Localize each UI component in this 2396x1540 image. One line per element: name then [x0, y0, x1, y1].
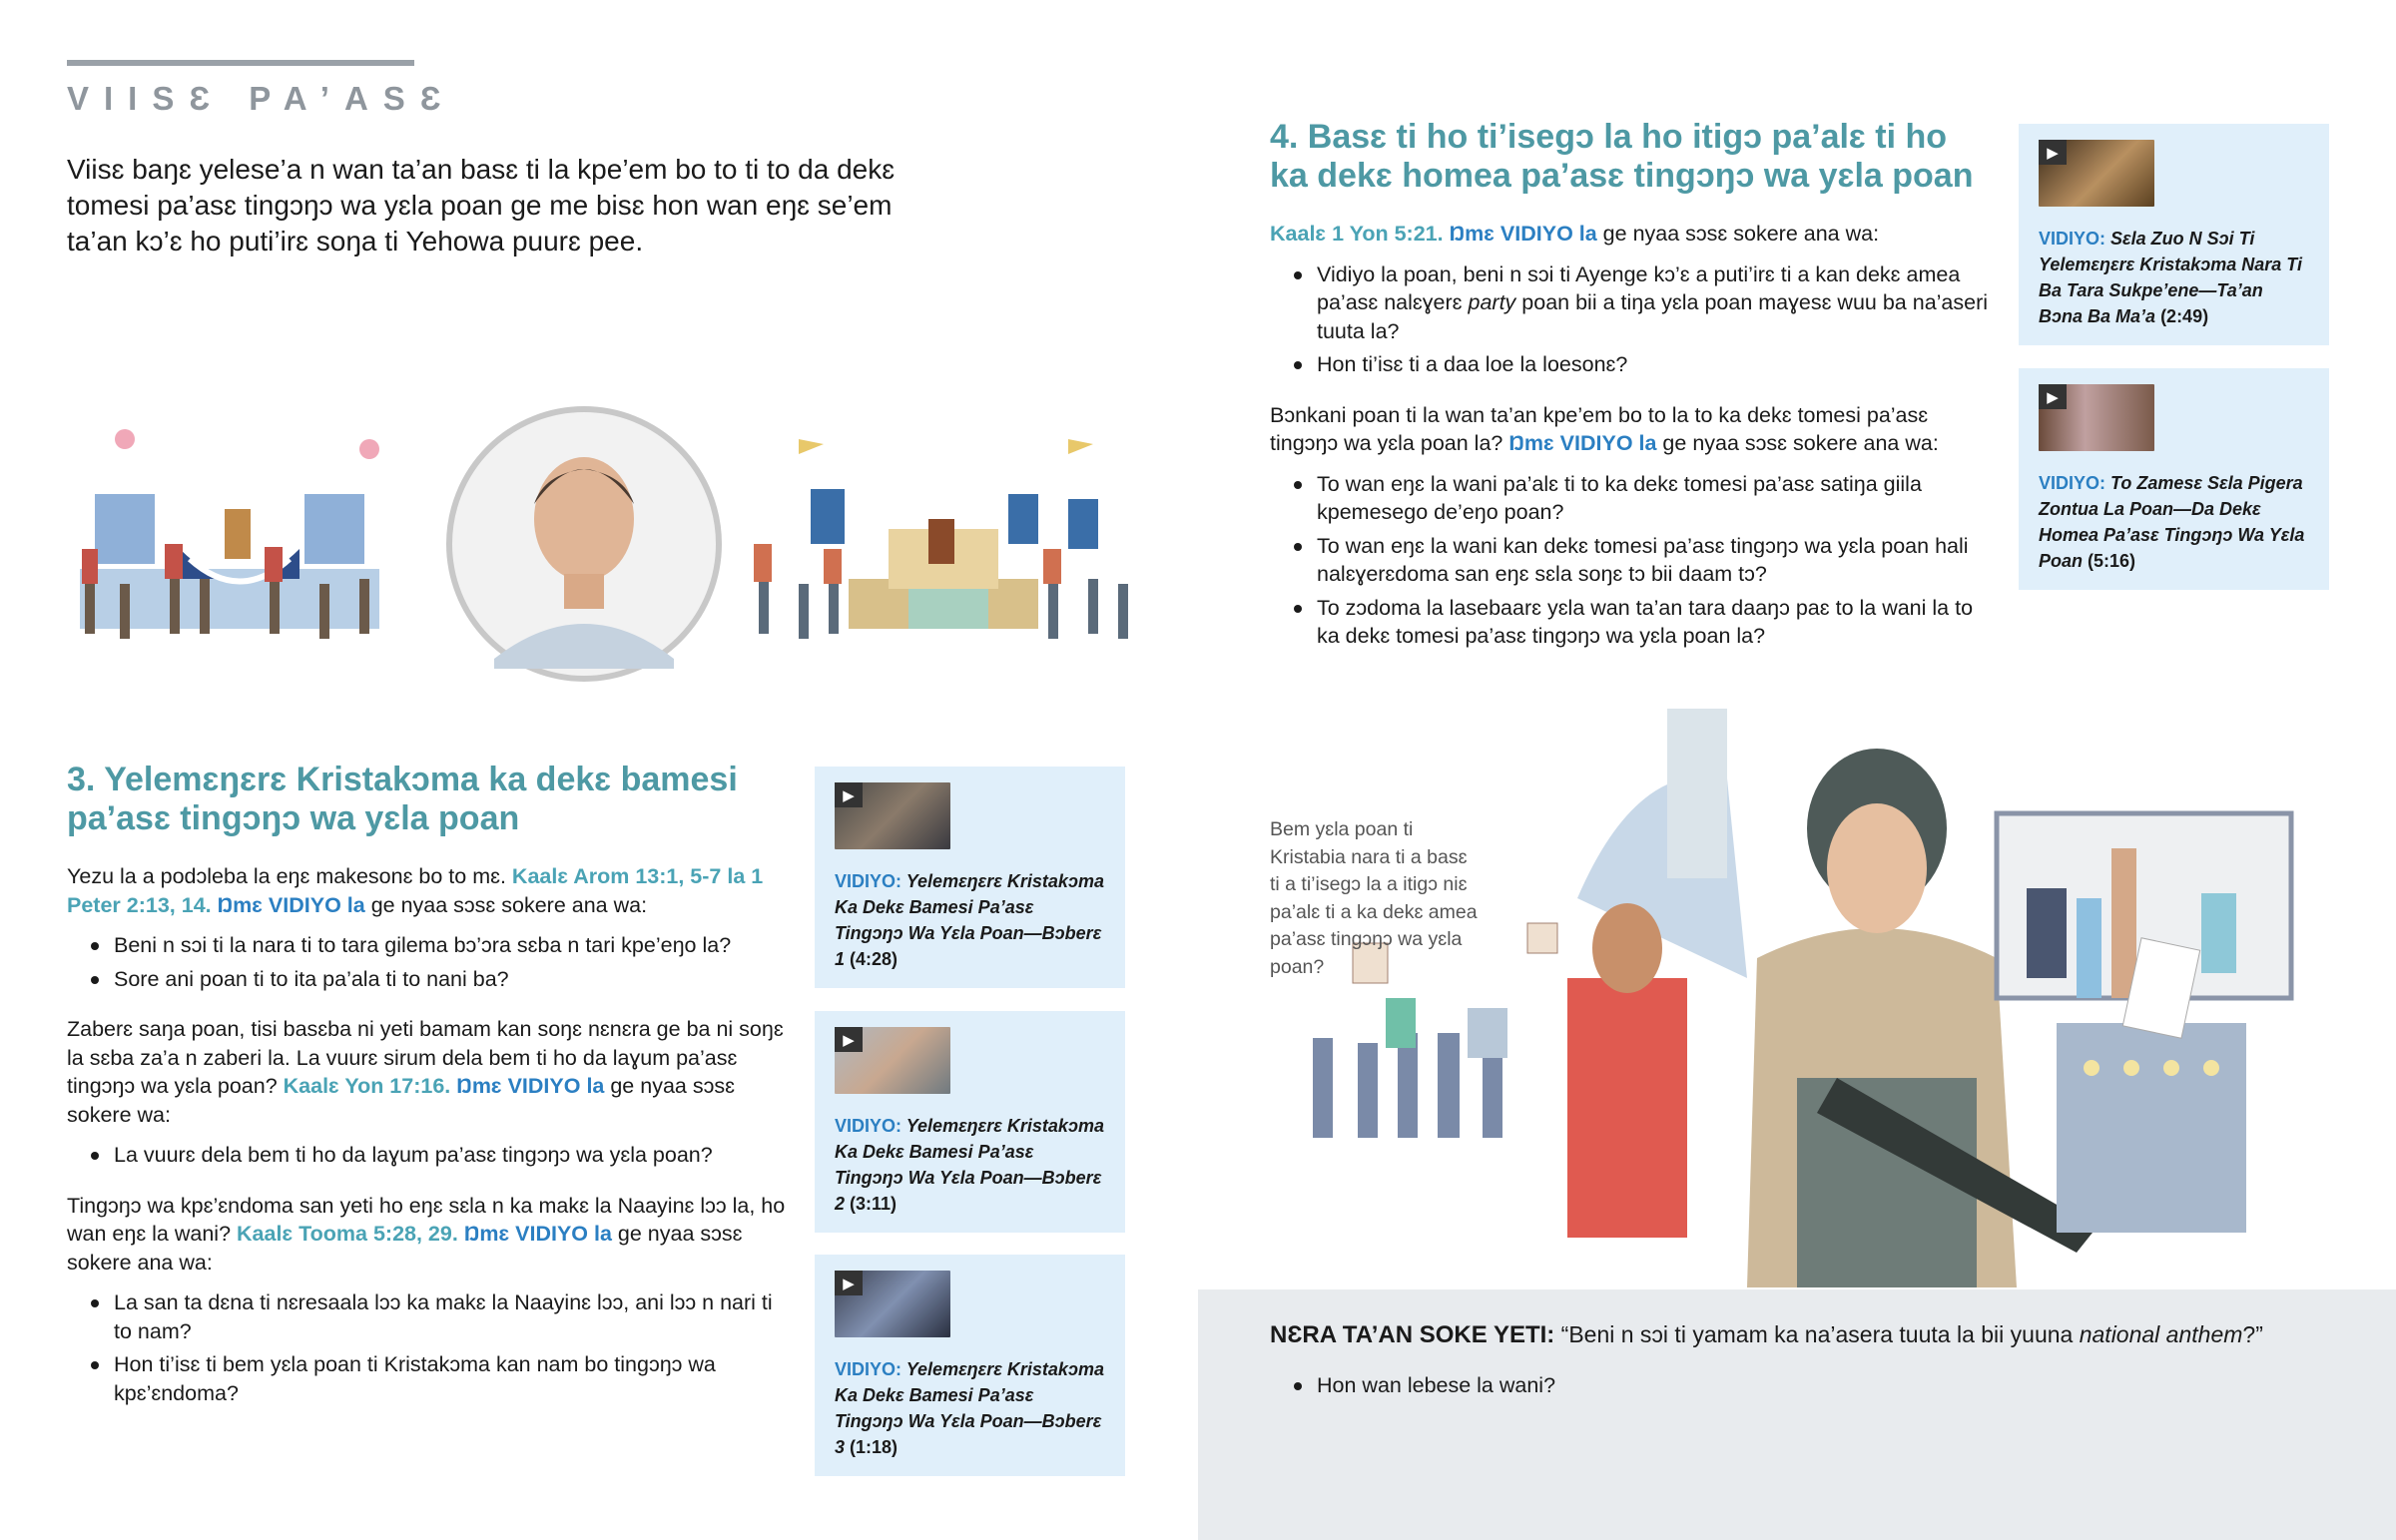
- paragraph: Kaalɛ 1 Yon 5:21. Ŋmɛ VIDIYO la ge nyaa sɔsɛ sokere ana wa:: [1270, 222, 1880, 246]
- neutrality-illustration: [1198, 699, 2396, 1289]
- paragraph: Zaberɛ saŋa poan, tisi basɛba ni yeti bamam kan soŋɛ nɛnɛra ge ba ni soŋɛ la sɛba za’a n zaberi la. La vuurɛ sirum dela bem ti ho da laɣum pa’asɛ tingɔŋɔ wa yɛla poan? Kaalɛ Yon 17:16. Ŋmɛ VIDIYO la ge nyaa sɔsɛ sokere wa:: [67, 1017, 784, 1127]
- video-link[interactable]: Ŋmɛ VIDIYO la: [217, 892, 365, 917]
- rally-left-illustration: [80, 429, 379, 639]
- paragraph: Tingɔŋɔ wa kpɛ’ɛndoma san yeti ho eŋɛ sɛla n ka makɛ la Naayinɛ lɔɔ la, ho wan eŋɛ la wani? Kaalɛ Tooma 5:28, 29. Ŋmɛ VIDIYO la ge nyaa sɔsɛ sokere ana wa:: [67, 1193, 786, 1275]
- scripture-link[interactable]: Kaalɛ 1 Yon 5:21.: [1270, 222, 1444, 246]
- list-item: La san ta dɛna ti nɛresaala lɔɔ ka makɛ la Naayinɛ lɔɔ, ani lɔɔ n nari ti to nam?: [67, 1288, 786, 1345]
- header-rule: [67, 60, 414, 66]
- scripture-link[interactable]: Kaalɛ Tooma 5:28, 29.: [237, 1222, 458, 1246]
- section-kicker: VIISƐ PA’ASƐ: [67, 80, 456, 117]
- video-thumbnail[interactable]: [2039, 140, 2154, 207]
- video-card[interactable]: ▶ VIDIYO: To Zamesɛ Sɛla Pigera Zontua La Poan—Da Dekɛ Homea Pa’asɛ Tingɔŋɔ Wa Yɛla Poan (5:16): [2019, 368, 2329, 590]
- list-item: To wan eŋɛ la wani kan dekɛ tomesi pa’asɛ tingɔŋɔ wa yɛla poan hali nalɛɣerɛdoma san eŋɛ sɛla soŋɛ tɔ bii daam tɔ?: [1270, 532, 1989, 589]
- video-card[interactable]: ▶ VIDIYO: Yelemɛŋɛrɛ Kristakɔma Ka Dekɛ Bamesi Pa’asɛ Tingɔŋɔ Wa Yɛla Poan—Bɔberɛ 1 (4:28): [815, 767, 1125, 988]
- video-card[interactable]: ▶ VIDIYO: Yelemɛŋɛrɛ Kristakɔma Ka Dekɛ Bamesi Pa’asɛ Tingɔŋɔ Wa Yɛla Poan—Bɔberɛ 2 (3:11): [815, 1011, 1125, 1233]
- election-tv-illustration: [1997, 813, 2291, 1233]
- illustration-caption: Bem yɛla poan ti Kristabia nara ti a basɛ ti a ti’isegɔ la a itigɔ niɛ pa’alɛ ti a ka dekɛ amea pa’asɛ tingɔŋɔ wa yɛla poan?: [1270, 818, 1478, 978]
- section-3-heading: 3. Yelemɛŋɛrɛ Kristakɔma ka dekɛ bamesi pa’asɛ tingɔŋɔ wa yɛla poan: [67, 761, 738, 837]
- portrait-illustration: [449, 409, 719, 679]
- video-link[interactable]: Ŋmɛ VIDIYO la: [1508, 431, 1657, 455]
- video-thumbnail[interactable]: [835, 1271, 950, 1337]
- video-card[interactable]: ▶ VIDIYO: Yelemɛŋɛrɛ Kristakɔma Ka Dekɛ Bamesi Pa’asɛ Tingɔŋɔ Wa Yɛla Poan—Bɔberɛ 3 (1:18): [815, 1255, 1125, 1476]
- scripture-link[interactable]: Kaalɛ Arom 13:1, 5-7 la 1 Peter 2:13, 14.: [67, 864, 764, 917]
- list-item: To zɔdoma la lasebaarɛ yɛla wan ta’an tara daaŋɔ paɛ to la wani la to ka dekɛ tomesi pa’asɛ tingɔŋɔ wa yɛla poan la?: [1270, 594, 1989, 651]
- list-item: Vidiyo la poan, beni n sɔi ti Ayenge kɔ’ɛ a puti’irɛ ti a kan dekɛ amea pa’asɛ nalɛɣerɛ party poan bii a tiŋa yɛla poan maɣesɛ wuu ba na’aseri tuuta la?: [1270, 260, 1989, 346]
- paragraph: Yezu la a podɔleba la eŋɛ makesonɛ bo to mɛ. Kaalɛ Arom 13:1, 5-7 la 1 Peter 2:13, 14. Ŋmɛ VIDIYO la ge nyaa sɔsɛ sokere ana wa:: [67, 864, 764, 917]
- video-link[interactable]: Ŋmɛ VIDIYO la: [456, 1074, 605, 1098]
- intro-paragraph: Viisɛ baŋɛ yelese’a n wan ta’an basɛ ti la kpe’em bo to ti to da dekɛ tomesi pa’asɛ tingɔŋɔ wa yɛla poan ge me bisɛ hon wan eŋɛ se’em ta’an kɔ’ɛ ho puti’irɛ soŋa ti Yehowa puurɛ pee.: [67, 154, 896, 257]
- play-icon[interactable]: ▶: [835, 1027, 863, 1052]
- video-link[interactable]: Ŋmɛ VIDIYO la: [1449, 222, 1597, 246]
- video-thumbnail[interactable]: [835, 782, 950, 849]
- campaign-illustration: [60, 399, 1158, 689]
- list-item: Beni n sɔi ti la nara ti to tara gilema bɔ’ɔra sɛba n tari kpe’eŋo la?: [67, 931, 786, 960]
- objection-box: [1198, 1289, 2396, 1540]
- play-icon[interactable]: ▶: [835, 1271, 863, 1295]
- play-icon[interactable]: ▶: [835, 782, 863, 807]
- scripture-link[interactable]: Kaalɛ Yon 17:16.: [283, 1074, 451, 1098]
- section-4-heading: 4. Basɛ ti ho ti’isegɔ la ho itigɔ pa’alɛ ti ho ka dekɛ homea pa’asɛ tingɔŋɔ wa yɛla poan: [1270, 118, 1974, 195]
- section-4-body: [1270, 220, 1989, 673]
- list-item: Hon ti’isɛ ti bem yɛla poan ti Kristakɔma kan nam bo tingɔŋɔ wa kpɛ’ɛndoma?: [67, 1350, 786, 1407]
- video-card[interactable]: ▶ VIDIYO: Sɛla Zuo N Sɔi Ti Yelemɛŋɛrɛ Kristakɔma Nara Ti Ba Tara Sukpe’ene—Ta’an Bɔna Ba Ma’a (2:49): [2019, 124, 2329, 345]
- list-item: Sore ani poan ti to ita pa’ala ti to nani ba?: [67, 965, 786, 994]
- section-4: [1270, 118, 1989, 673]
- section-3: [67, 761, 786, 1429]
- fan-illustration: [1567, 709, 1747, 1238]
- video-thumbnail[interactable]: [835, 1027, 950, 1094]
- section-3-body: [67, 862, 786, 1429]
- video-thumbnail[interactable]: [2039, 384, 2154, 451]
- list-item: Hon ti’isɛ ti a daa loe la loesonɛ?: [1270, 350, 1989, 379]
- play-icon[interactable]: ▶: [2039, 140, 2067, 165]
- play-icon[interactable]: ▶: [2039, 384, 2067, 409]
- list-item: Hon wan lebese la wani?: [1270, 1371, 2268, 1400]
- list-item: La vuurɛ dela bem ti ho da laɣum pa’asɛ tingɔŋɔ wa yɛla poan?: [67, 1141, 786, 1170]
- video-link[interactable]: Ŋmɛ VIDIYO la: [463, 1222, 612, 1246]
- list-item: To wan eŋɛ la wani pa’alɛ ti to ka dekɛ tomesi pa’asɛ satiŋa giila kpemesego de’eŋo poan?: [1270, 470, 1989, 527]
- rally-right-illustration: [754, 439, 1128, 639]
- objection-text: NƐRA TA’AN SOKE YETI: “Beni n sɔi ti yamam ka na’asera tuuta la bii yuuna national anthem?”: [1270, 1321, 2263, 1348]
- paragraph: Bɔnkani poan ti la wan ta’an kpe’em bo to la to ka dekɛ tomesi pa’asɛ tingɔŋɔ wa yɛla poan la? Ŋmɛ VIDIYO la ge nyaa sɔsɛ sokere ana wa:: [1270, 402, 1939, 455]
